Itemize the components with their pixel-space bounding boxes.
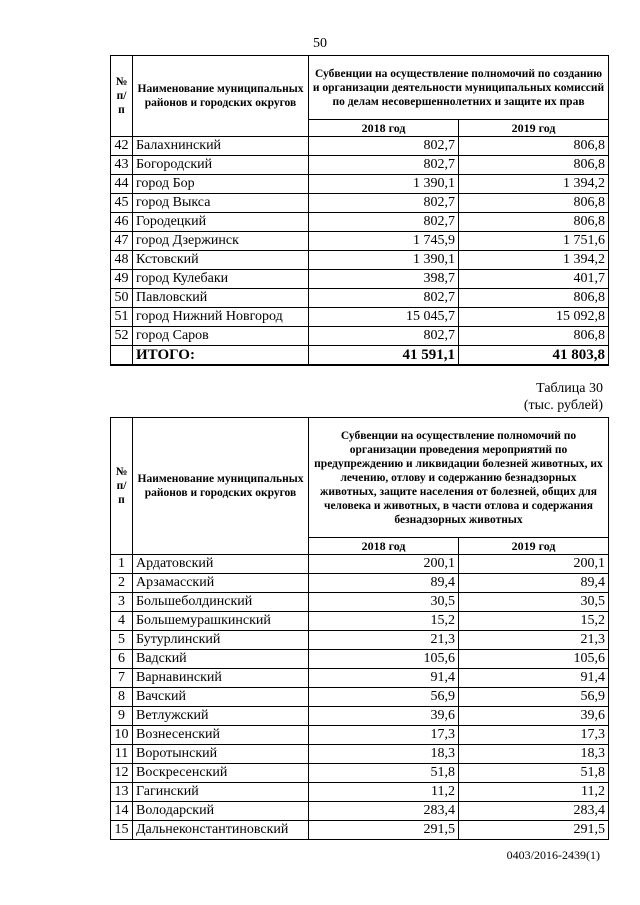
row-value-2018: 89,4 <box>309 574 459 593</box>
table-animals <box>110 417 609 840</box>
table-row <box>111 631 609 650</box>
row-name: Володарский <box>133 802 309 821</box>
row-value-2019: 806,8 <box>459 327 609 346</box>
table-row <box>111 764 609 783</box>
row-value-2019: 18,3 <box>459 745 609 764</box>
row-name: город Выкса <box>133 194 309 213</box>
header-name: Наименование муниципальных районов и городских округов <box>133 418 309 555</box>
row-name: город Бор <box>133 175 309 194</box>
row-name: Большемурашкинский <box>133 612 309 631</box>
row-number: 49 <box>111 270 133 289</box>
row-value-2019: 39,6 <box>459 707 609 726</box>
row-value-2019: 11,2 <box>459 783 609 802</box>
row-name: Балахнинский <box>133 137 309 156</box>
row-name: Ветлужский <box>133 707 309 726</box>
row-value-2019: 806,8 <box>459 137 609 156</box>
row-value-2019: 105,6 <box>459 650 609 669</box>
table-commissions <box>110 55 609 366</box>
table-row <box>111 726 609 745</box>
row-name: Ардатовский <box>133 555 309 574</box>
table-row <box>111 745 609 764</box>
table-row <box>111 137 609 156</box>
row-value-2018: 283,4 <box>309 802 459 821</box>
table-row <box>111 175 609 194</box>
row-name: Павловский <box>133 289 309 308</box>
row-name: Вадский <box>133 650 309 669</box>
row-name: Варнавинский <box>133 669 309 688</box>
row-value-2018: 291,5 <box>309 821 459 840</box>
row-value-2019: 806,8 <box>459 289 609 308</box>
row-number: 48 <box>111 251 133 270</box>
row-number: 46 <box>111 213 133 232</box>
row-value-2018: 802,7 <box>309 213 459 232</box>
row-value-2018: 15 045,7 <box>309 308 459 327</box>
row-value-2019: 51,8 <box>459 764 609 783</box>
row-name: город Дзержинск <box>133 232 309 251</box>
row-value-2019: 56,9 <box>459 688 609 707</box>
row-value-2018: 802,7 <box>309 289 459 308</box>
table-row <box>111 327 609 346</box>
row-value-2019: 1 394,2 <box>459 175 609 194</box>
total-row <box>111 346 609 366</box>
row-name: Гагинский <box>133 783 309 802</box>
document-code: 0403/2016-2439(1) <box>506 848 600 862</box>
table-row <box>111 213 609 232</box>
header-subsidy: Субвенции на осуществление полномочий по созданию и организации деятельности муниципальных комиссий по делам несовершеннолетних и защите их прав <box>309 56 609 120</box>
row-number: 6 <box>111 650 133 669</box>
row-number: 4 <box>111 612 133 631</box>
header-num: № п/п <box>111 418 133 555</box>
table-row <box>111 650 609 669</box>
row-number: 9 <box>111 707 133 726</box>
row-name: Воротынский <box>133 745 309 764</box>
page-number: 50 <box>313 36 327 51</box>
table-row <box>111 612 609 631</box>
row-value-2019: 15,2 <box>459 612 609 631</box>
row-value-2019: 17,3 <box>459 726 609 745</box>
row-value-2019: 401,7 <box>459 270 609 289</box>
total-label: ИТОГО: <box>133 346 309 366</box>
row-value-2018: 30,5 <box>309 593 459 612</box>
row-value-2019: 806,8 <box>459 156 609 175</box>
row-value-2018: 51,8 <box>309 764 459 783</box>
header-year-2019: 2019 год <box>459 120 609 137</box>
row-number: 50 <box>111 289 133 308</box>
row-name: Воскресенский <box>133 764 309 783</box>
row-name: Дальнеконстантиновский <box>133 821 309 840</box>
table-row <box>111 156 609 175</box>
table-row <box>111 707 609 726</box>
row-number: 2 <box>111 574 133 593</box>
row-number: 5 <box>111 631 133 650</box>
total-value-2018: 41 591,1 <box>309 346 459 366</box>
row-value-2018: 802,7 <box>309 194 459 213</box>
total-num <box>111 346 133 366</box>
row-value-2018: 802,7 <box>309 137 459 156</box>
table-row <box>111 289 609 308</box>
header-year-2018: 2018 год <box>309 120 459 137</box>
table-row <box>111 251 609 270</box>
row-value-2018: 91,4 <box>309 669 459 688</box>
row-number: 7 <box>111 669 133 688</box>
row-number: 52 <box>111 327 133 346</box>
row-name: город Саров <box>133 327 309 346</box>
table-caption: Таблица 30 <box>536 381 603 396</box>
row-number: 8 <box>111 688 133 707</box>
row-number: 45 <box>111 194 133 213</box>
table-row <box>111 574 609 593</box>
total-value-2019: 41 803,8 <box>459 346 609 366</box>
row-value-2019: 89,4 <box>459 574 609 593</box>
row-value-2018: 200,1 <box>309 555 459 574</box>
row-number: 42 <box>111 137 133 156</box>
table-row <box>111 270 609 289</box>
row-value-2018: 17,3 <box>309 726 459 745</box>
row-value-2018: 105,6 <box>309 650 459 669</box>
row-number: 14 <box>111 802 133 821</box>
row-value-2018: 56,9 <box>309 688 459 707</box>
row-number: 47 <box>111 232 133 251</box>
header-year-2019: 2019 год <box>459 538 609 555</box>
row-name: Городецкий <box>133 213 309 232</box>
row-number: 11 <box>111 745 133 764</box>
row-value-2018: 11,2 <box>309 783 459 802</box>
row-value-2018: 398,7 <box>309 270 459 289</box>
row-name: Бутурлинский <box>133 631 309 650</box>
row-value-2019: 30,5 <box>459 593 609 612</box>
row-number: 12 <box>111 764 133 783</box>
row-value-2018: 18,3 <box>309 745 459 764</box>
row-number: 15 <box>111 821 133 840</box>
table-row <box>111 669 609 688</box>
table-row <box>111 802 609 821</box>
row-value-2018: 21,3 <box>309 631 459 650</box>
row-name: Большеболдинский <box>133 593 309 612</box>
table-row <box>111 194 609 213</box>
header-year-2018: 2018 год <box>309 538 459 555</box>
row-value-2018: 1 390,1 <box>309 251 459 270</box>
row-value-2019: 806,8 <box>459 213 609 232</box>
header-subsidy: Субвенции на осуществление полномочий по организации проведения мероприятий по предупреждению и ликвидации болезней животных, их лечению, отлову и содержанию безнадзорных животных, защите населения от болезней, общих для человека и животных, в части отлова и содержания безнадзорных животных <box>309 418 609 538</box>
row-value-2019: 200,1 <box>459 555 609 574</box>
row-number: 51 <box>111 308 133 327</box>
table-row <box>111 555 609 574</box>
table-units: (тыс. рублей) <box>523 398 603 413</box>
row-name: Вознесенский <box>133 726 309 745</box>
row-name: Арзамасский <box>133 574 309 593</box>
table-row <box>111 821 609 840</box>
row-number: 44 <box>111 175 133 194</box>
row-value-2019: 91,4 <box>459 669 609 688</box>
header-name: Наименование муниципальных районов и городских округов <box>133 56 309 137</box>
table-row <box>111 308 609 327</box>
row-number: 10 <box>111 726 133 745</box>
row-value-2019: 806,8 <box>459 194 609 213</box>
header-num: № п/п <box>111 56 133 137</box>
table-row <box>111 593 609 612</box>
row-name: город Кулебаки <box>133 270 309 289</box>
row-value-2019: 1 751,6 <box>459 232 609 251</box>
row-number: 43 <box>111 156 133 175</box>
row-value-2018: 39,6 <box>309 707 459 726</box>
row-value-2018: 802,7 <box>309 156 459 175</box>
row-value-2019: 291,5 <box>459 821 609 840</box>
row-value-2019: 15 092,8 <box>459 308 609 327</box>
row-value-2018: 802,7 <box>309 327 459 346</box>
row-value-2018: 1 390,1 <box>309 175 459 194</box>
table-row <box>111 783 609 802</box>
row-value-2019: 1 394,2 <box>459 251 609 270</box>
row-value-2019: 21,3 <box>459 631 609 650</box>
row-number: 1 <box>111 555 133 574</box>
table-row <box>111 232 609 251</box>
row-value-2018: 15,2 <box>309 612 459 631</box>
row-name: Вачский <box>133 688 309 707</box>
row-value-2018: 1 745,9 <box>309 232 459 251</box>
row-name: Богородский <box>133 156 309 175</box>
row-name: Кстовский <box>133 251 309 270</box>
row-number: 3 <box>111 593 133 612</box>
table-row <box>111 688 609 707</box>
row-value-2019: 283,4 <box>459 802 609 821</box>
row-number: 13 <box>111 783 133 802</box>
row-name: город Нижний Новгород <box>133 308 309 327</box>
